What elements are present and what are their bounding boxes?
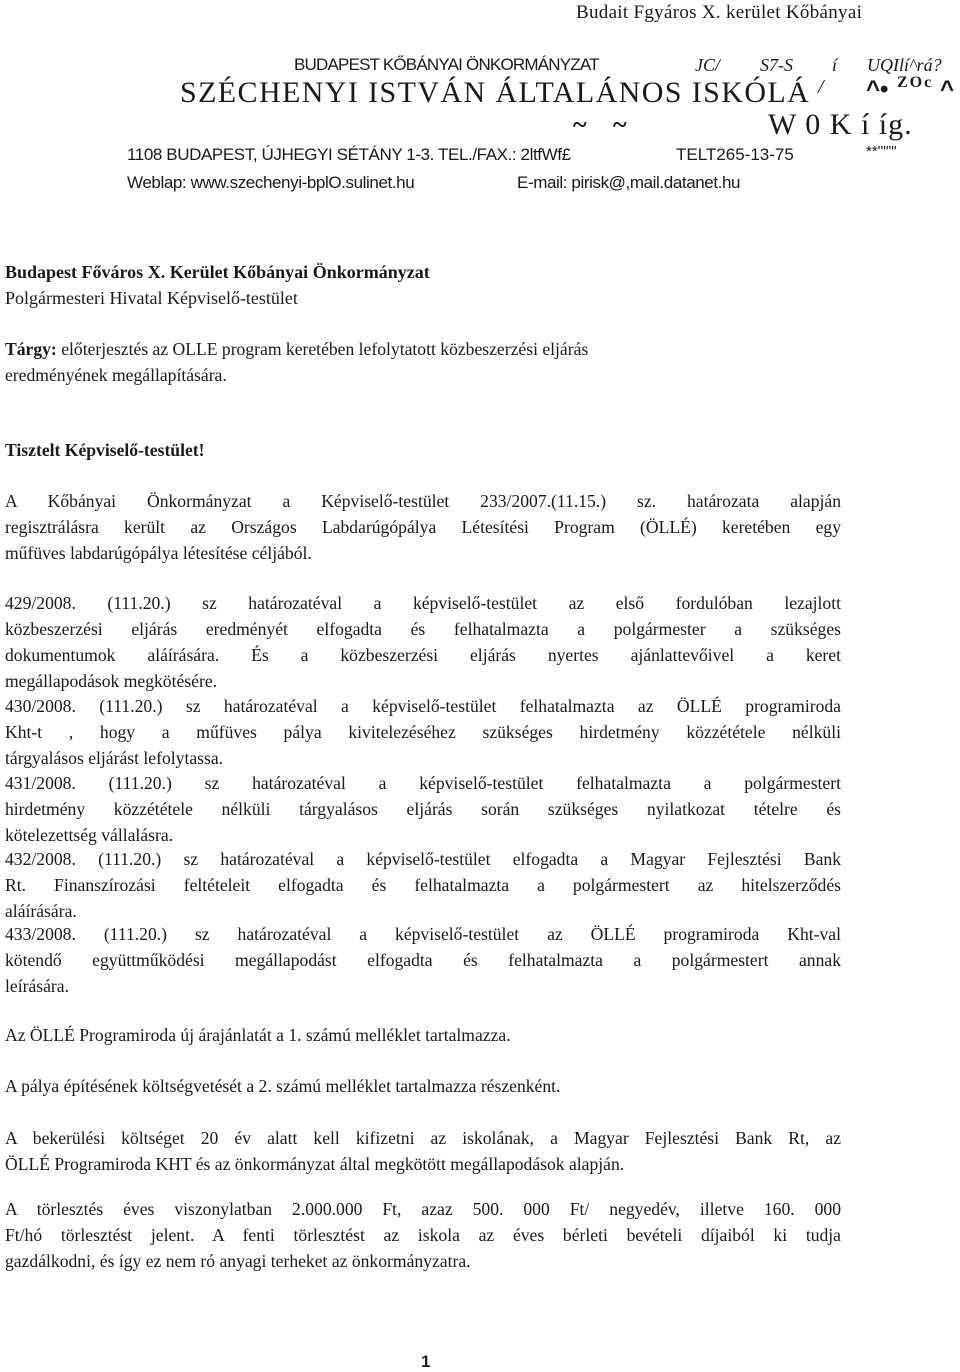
header-top-right: Budait Fgyáros X. kerület Kőbányai [576,2,863,23]
text-line: Az ÖLLÉ Programiroda új árajánlatát a 1. számú melléklet tartalmazza. [5,1025,511,1045]
school-email: E-mail: pirisk@,mail.datanet.hu [517,173,741,192]
text-line: ÖLLÉ Programiroda KHT és az önkormányzat által megkötött megállapodások alapján. [5,1154,625,1174]
resolution-433 [5,921,841,999]
resolution-430 [5,693,841,771]
text-line: Ft/hó törlesztést jelent. A fenti törlesztést az iskola az éves bérleti bevételi díjaiból ki tudja [5,1225,841,1245]
text-line: aláírására. [5,901,77,921]
text-line: Kht-t , hogy a műfüves pálya kivitelezéséhez szükséges hirdetmény közzététele nélküli [5,722,841,742]
subject-label: Tárgy: [5,339,57,359]
stamp-fragment: ^ [940,76,955,103]
resolution-429 [5,590,841,694]
recipient-line-1: Budapest Főváros X. Kerület Kőbányai Önkormányzat [5,262,430,282]
text-line: tárgyalásos eljárást lefolytassa. [5,748,224,768]
resolution-432 [5,846,841,924]
stamp-fragment: ZOc [897,74,934,91]
school-website: Weblap: www.szechenyi-bplO.sulinet.hu [127,173,415,192]
school-name: SZÉCHENYI ISTVÁN ÁLTALÁNOS ISKÓLÁ [180,76,811,109]
school-telephone: TELT265-13-75 [676,145,794,164]
text-line: A pálya építésének költségvetését a 2. számú melléklet tartalmazza részenként. [5,1076,561,1096]
paragraph-repayment [5,1196,841,1274]
text-line: dokumentumok aláírására. És a közbeszerzési eljárás nyertes ajánlattevőivel a keret [5,645,841,665]
subject-line-1 [5,339,588,360]
text-line: műfüves labdarúgópálya létesítése céljából. [5,543,312,563]
school-address: 1108 BUDAPEST, ÚJHEGYI SÉTÁNY 1-3. TEL./FAX.: 2ltfWf£ [127,145,571,164]
subject-text: előterjesztés az OLLE program keretében lefolytatott közbeszerzési eljárás [56,339,589,359]
stamp-fragment: ~ ~ [573,110,637,139]
paragraph-cost [5,1125,841,1177]
recipient-line-2: Polgármesteri Hivatal Képviselő-testület [5,288,298,308]
paragraph-offer [5,1022,841,1048]
stamp-fragment: ^• [866,76,889,103]
stamp-fragment: UQIlí^rá? [867,55,942,75]
paragraph-budget [5,1073,841,1099]
resolution-431 [5,770,841,848]
text-line: 429/2008. (111.20.) sz határozatéval a képviselő-testület az első fordulóban lezajlott [5,593,841,613]
text-line: közbeszerzési eljárás eredményét elfogadta és felhatalmazta a polgármester a szükséges [5,619,841,639]
text-line: hirdetmény közzététele nélküli tárgyalásos eljárás során szükséges nyilatkozat tételre és [5,799,841,819]
text-line: A Kőbányai Önkormányzat a Képviselő-testület 233/2007.(11.15.) sz. határozata alapján [5,491,841,511]
text-line: kötelezettség vállalásra. [5,825,174,845]
paragraph-registration [5,488,841,566]
text-line: 432/2008. (111.20.) sz határozatéval a képviselő-testület elfogadta a Magyar Fejlesztési Bank [5,849,841,869]
text-line: A bekerülési költséget 20 év alatt kell kifizetni az iskolának, a Magyar Fejlesztési Bank Rt, az [5,1128,841,1148]
stamp-fragment: / [818,76,824,98]
salutation: Tisztelt Képviselő-testület! [5,440,205,460]
stamp-fragment: í [832,55,838,75]
text-line: 433/2008. (111.20.) sz határozatéval a képviselő-testület az ÖLLÉ programiroda Kht-val [5,924,841,944]
text-line: 431/2008. (111.20.) sz határozatéval a képviselő-testület felhatalmazta a polgármestert [5,773,841,793]
text-line: kötendő együttműködési megállapodást elfogadta és felhatalmazta a polgármestert annak [5,950,841,970]
text-line: Rt. Finanszírozási feltételeit elfogadta és felhatalmazta a polgármestert az hitelszerződés [5,875,841,895]
stamp-fragment: JC/ [695,55,720,75]
text-line: megállapodások megkötésére. [5,671,218,691]
text-line: A törlesztés éves viszonylatban 2.000.000 Ft, azaz 500. 000 Ft/ negyedév, illetve 160. 000 [5,1199,841,1219]
stamp-fragment: **'""" [866,143,897,160]
stamp-fragment: W 0 K í íg. [768,108,913,141]
header-organization: BUDAPEST KŐBÁNYAI ÖNKORMÁNYZAT [294,55,599,74]
text-line: regisztrálásra került az Országos Labdarúgópálya Létesítési Program (ÖLLÉ) keretében egy [5,517,841,537]
text-line: leírására. [5,976,69,996]
text-line: gazdálkodni, és így ez nem ró anyagi terheket az önkormányzatra. [5,1251,471,1271]
page-number: 1 [421,1352,431,1371]
subject-line-2: eredményének megállapítására. [5,365,227,385]
text-line: 430/2008. (111.20.) sz határozatéval a képviselő-testület felhatalmazta az ÖLLÉ programiroda [5,696,841,716]
stamp-fragment: S7-S [760,55,793,75]
